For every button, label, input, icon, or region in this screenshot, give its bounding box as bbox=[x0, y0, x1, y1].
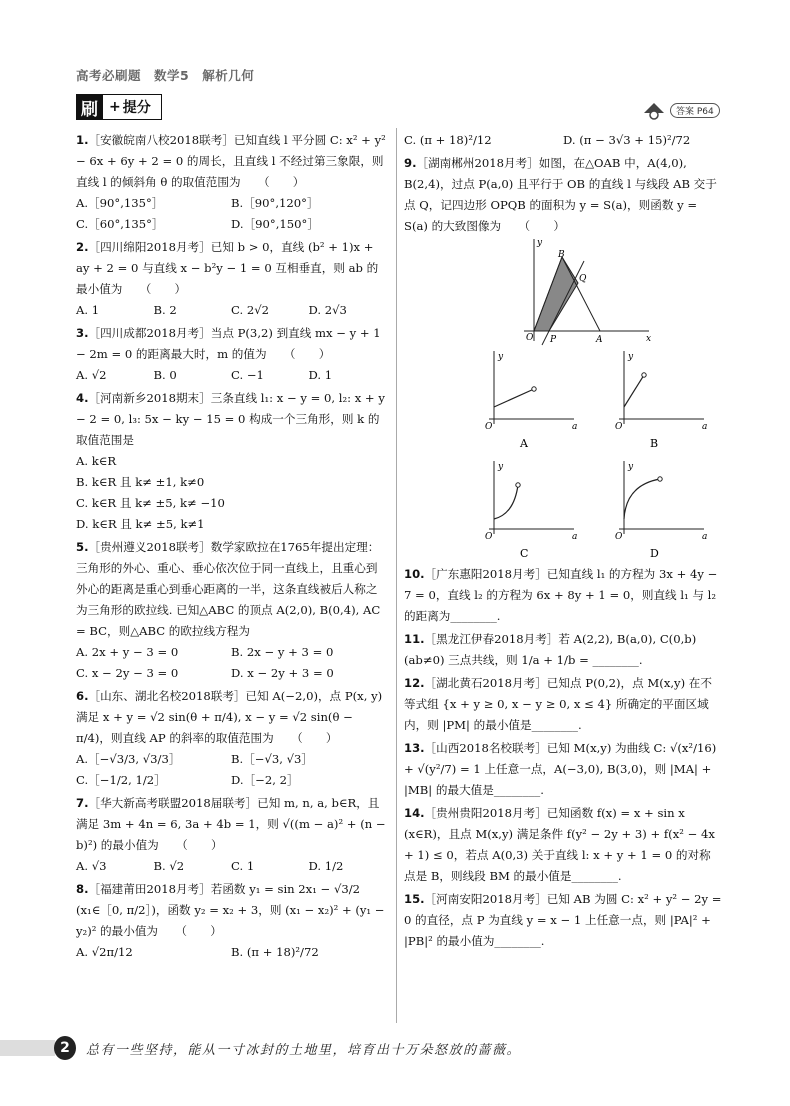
question-14 bbox=[404, 803, 722, 887]
badge-text-box bbox=[103, 94, 162, 120]
option-item: A. √2 bbox=[76, 368, 107, 382]
option-list bbox=[76, 749, 386, 791]
question-number: 14. bbox=[404, 806, 425, 820]
question-8 bbox=[76, 879, 386, 963]
question-number: 7. bbox=[76, 796, 89, 810]
label-P: P bbox=[550, 335, 557, 345]
footer-motto: 总有一些坚持，能从一寸冰封的土地里，培育出十万朵怒放的蔷薇。 bbox=[86, 1043, 522, 1058]
option-list bbox=[76, 365, 386, 386]
option-item: D. (π − 3√3 + 15)²/72 bbox=[563, 133, 691, 147]
question-text: ［河南安阳2018月考］已知 AB 为圆 C: x² + y² − 2y = 0 的直径，点 P 为直线 y = x − 1 上任意一点，则 |PA|² + |PB|² 的最小值为________. bbox=[404, 892, 722, 948]
figure-block bbox=[404, 239, 722, 564]
question-number: 5. bbox=[76, 540, 89, 554]
question-text: ［华大新高考联盟2018届联考］已知 m, n, a, b∈R，且满足 3m + 4n = 6, 3a + 4b = 1，则 √((m − a)² + (n − b)²) 的最小值为 （ ） bbox=[76, 796, 386, 852]
label-A: A bbox=[596, 335, 603, 345]
question-text: ［贵州贵阳2018月考］已知函数 f(x) = x + sin x (x∈R)，且点 M(x,y) 满足条件 f(y² − 2y + 3) + f(x² − 4x + 1) ≤ 0，若点 A(0,3) 关于直线 l: x + y + 1 = 0 的对称点是 B，则线段 BM 的最小值是________. bbox=[404, 806, 715, 883]
question-12 bbox=[404, 673, 722, 736]
question-text: ［湖南郴州2018月考］如图，在△OAB 中，A(4,0), B(2,4)，过点 P(a,0) 且平行于 OB 的直线 l 与线段 AB 交于点 Q，记四边形 OPQB 的面积为 y = S(a)，则函数 y = S(a) 的大致图像为 （ ） bbox=[404, 156, 717, 233]
graph-choice-label: C bbox=[520, 547, 529, 560]
question-number: 8. bbox=[76, 882, 89, 896]
option-item: D. 1/2 bbox=[308, 859, 344, 873]
question-number: 15. bbox=[404, 892, 425, 906]
option-item: D.［90°,150°］ bbox=[231, 217, 319, 231]
triangle-figure bbox=[524, 239, 651, 345]
option-item: C.［60°,135°］ bbox=[76, 217, 164, 231]
option-item: B. 2x − y + 3 = 0 bbox=[231, 645, 334, 659]
question-2 bbox=[76, 237, 386, 321]
question-3 bbox=[76, 323, 386, 386]
left-column bbox=[76, 130, 386, 965]
graph-axis-y: y bbox=[628, 352, 634, 362]
question-1 bbox=[76, 130, 386, 235]
option-item: C. −1 bbox=[231, 368, 264, 382]
graph-origin: O bbox=[615, 532, 623, 542]
question-9-figure bbox=[434, 239, 744, 564]
question-number: 9. bbox=[404, 156, 417, 170]
option-item: C. 1 bbox=[231, 859, 255, 873]
question-number: 3. bbox=[76, 326, 89, 340]
badge-plus: + bbox=[109, 99, 121, 115]
question-number: 12. bbox=[404, 676, 425, 690]
choice-graph-A bbox=[485, 351, 577, 450]
graph-choice-label: D bbox=[650, 547, 659, 560]
answer-ref bbox=[640, 99, 720, 121]
question-7 bbox=[76, 793, 386, 877]
option-item: C. (π + 18)²/12 bbox=[404, 133, 492, 147]
option-item: D. k∈R 且 k≠ ±5, k≠1 bbox=[76, 517, 205, 531]
label-x: x bbox=[646, 334, 652, 344]
question-number: 11. bbox=[404, 632, 425, 646]
question-text: ［黑龙江伊春2018月考］若 A(2,2), B(a,0), C(0,b)(ab≠0) 三点共线，则 1/a + 1/b = ________. bbox=[404, 632, 697, 667]
option-item: A.［−√3/3, √3/3］ bbox=[76, 752, 181, 766]
page-header: 高考必刷题 数学5 解析几何 bbox=[76, 68, 255, 83]
graph-axis-y: y bbox=[498, 352, 504, 362]
question-number: 4. bbox=[76, 391, 89, 405]
question-15 bbox=[404, 889, 722, 952]
question-5 bbox=[76, 537, 386, 684]
question-number: 2. bbox=[76, 240, 89, 254]
option-item: A.［90°,135°］ bbox=[76, 196, 164, 210]
question-number: 1. bbox=[76, 133, 89, 147]
section-badge bbox=[76, 94, 162, 120]
column-divider bbox=[396, 128, 397, 1023]
page-number: 2 bbox=[54, 1036, 76, 1060]
option-item: C. x − 2y − 3 = 0 bbox=[76, 666, 179, 680]
question-9 bbox=[404, 153, 722, 237]
question-text: ［山西2018名校联考］已知 M(x,y) 为曲线 C: √(x²/16) + √(y²/7) = 1 上任意一点，A(−3,0), B(3,0)，则 |MA| + |MB| 的最大值是________. bbox=[404, 741, 717, 797]
graph-origin: O bbox=[615, 422, 623, 432]
option-item: D. 2√3 bbox=[308, 303, 347, 317]
option-list bbox=[76, 942, 386, 963]
label-O: O bbox=[526, 333, 534, 343]
option-item: A. √2π/12 bbox=[76, 945, 133, 959]
option-list bbox=[76, 642, 386, 684]
question-text: ［湖北黄石2018月考］已知点 P(0,2)，点 M(x,y) 在不等式组 {x + y ≥ 0, x − y ≥ 0, x ≤ 4} 所确定的平面区域内，则 |PM| 的最小值是________. bbox=[404, 676, 712, 732]
graph-axis-a: a bbox=[702, 422, 708, 432]
graph-origin: O bbox=[485, 422, 493, 432]
option-item: A. √3 bbox=[76, 859, 107, 873]
question-11 bbox=[404, 629, 722, 671]
answer-page-label: 答案 P64 bbox=[670, 103, 720, 118]
option-item: D.［−2, 2］ bbox=[231, 773, 299, 787]
option-item: B.［−√3, √3］ bbox=[231, 752, 314, 766]
option-item: D. 1 bbox=[308, 368, 333, 382]
graph-origin: O bbox=[485, 532, 493, 542]
label-Q: Q bbox=[579, 274, 587, 284]
option-item: C.［−1/2, 1/2］ bbox=[76, 773, 166, 787]
badge-char: 刷 bbox=[76, 94, 103, 120]
option-list bbox=[76, 193, 386, 235]
badge-text: 提分 bbox=[122, 100, 151, 116]
option-item: B. k∈R 且 k≠ ±1, k≠0 bbox=[76, 475, 205, 489]
option-item: C. k∈R 且 k≠ ±5, k≠ −10 bbox=[76, 496, 225, 510]
graph-axis-a: a bbox=[702, 532, 708, 542]
question-10 bbox=[404, 564, 722, 627]
label-B: B bbox=[558, 250, 565, 260]
choice-graph-D bbox=[615, 461, 707, 560]
option-item: B. 0 bbox=[153, 368, 177, 382]
option-item: B. (π + 18)²/72 bbox=[231, 945, 319, 959]
question-text: ［四川成都2018月考］当点 P(3,2) 到直线 mx − y + 1 − 2m = 0 的距离最大时，m 的值为 （ ） bbox=[76, 326, 381, 361]
choice-graph-C bbox=[485, 461, 577, 560]
shaded-region bbox=[534, 257, 578, 331]
option-list bbox=[76, 856, 386, 877]
question-text: ［福建莆田2018月考］若函数 y₁ = sin 2x₁ − √3/2 (x₁∈［0, π/2］)，函数 y₂ = x₂ + 3，则 (x₁ − x₂)² + (y₁ − y₂)² 的最小值为 （ ） bbox=[76, 882, 385, 938]
option-item: B. 2 bbox=[153, 303, 177, 317]
option-list bbox=[76, 451, 386, 535]
footer-bar bbox=[0, 1040, 55, 1056]
option-item: A. 1 bbox=[76, 303, 100, 317]
option-item: B.［90°,120°］ bbox=[231, 196, 319, 210]
right-column bbox=[404, 130, 722, 954]
graph-axis-y: y bbox=[628, 462, 634, 472]
graph-choice-label: A bbox=[520, 437, 528, 450]
option-item: A. 2x + y − 3 = 0 bbox=[76, 645, 179, 659]
page-footer bbox=[0, 1036, 790, 1060]
option-item: B. √2 bbox=[153, 859, 185, 873]
question-number: 13. bbox=[404, 741, 425, 755]
option-item: C. 2√2 bbox=[231, 303, 269, 317]
question-cont bbox=[404, 130, 722, 151]
option-list bbox=[76, 300, 386, 321]
question-text: ［贵州遵义2018联考］数学家欧拉在1765年提出定理：三角形的外心、重心、垂心依次位于同一直线上，且重心到外心的距离是重心到垂心距离的一半，这条直线被后人称之为三角形的欧拉线. 已知△ABC 的顶点 A(2,0), B(0,4), AC = BC，则△ABC 的欧拉线方程为 bbox=[76, 540, 381, 638]
option-list bbox=[404, 130, 722, 151]
question-13 bbox=[404, 738, 722, 801]
question-text: ［河南新乡2018期末］三条直线 l₁: x − y = 0, l₂: x + y − 2 = 0, l₃: 5x − ky − 15 = 0 构成一个三角形，则 k 的取值范围是 bbox=[76, 391, 385, 447]
question-6 bbox=[76, 686, 386, 791]
graph-choice-label: B bbox=[650, 437, 659, 450]
question-number: 10. bbox=[404, 567, 425, 581]
graph-axis-y: y bbox=[498, 462, 504, 472]
graph-axis-a: a bbox=[572, 532, 578, 542]
choice-graph-B bbox=[615, 351, 707, 450]
option-item: D. x − 2y + 3 = 0 bbox=[231, 666, 334, 680]
question-text: ［山东、湖北名校2018联考］已知 A(−2,0)，点 P(x, y) 满足 x + y = √2 sin(θ + π/4), x − y = √2 sin(θ − π/4)，则直线 AP 的斜率的取值范围为 （ ） bbox=[76, 689, 383, 745]
graph-axis-a: a bbox=[572, 422, 578, 432]
question-text: ［四川绵阳2018月考］已知 b > 0，直线 (b² + 1)x + ay + 2 = 0 与直线 x − b²y − 1 = 0 互相垂直，则 ab 的最小值为 （ ） bbox=[76, 240, 379, 296]
question-text: ［广东惠阳2018月考］已知直线 l₁ 的方程为 3x + 4y − 7 = 0，直线 l₂ 的方程为 6x + 8y + 1 = 0，则直线 l₁ 与 l₂ 的距离为________. bbox=[404, 567, 718, 623]
question-text: ［安徽皖南八校2018联考］已知直线 l 平分圆 C: x² + y² − 6x + 6y + 2 = 0 的周长，且直线 l 不经过第三象限，则直线 l 的倾斜角 θ 的取值范围为 （ ） bbox=[76, 133, 386, 189]
label-y: y bbox=[537, 239, 543, 248]
lamp-icon bbox=[640, 99, 668, 121]
option-item: A. k∈R bbox=[76, 454, 117, 468]
question-number: 6. bbox=[76, 689, 89, 703]
question-4 bbox=[76, 388, 386, 535]
